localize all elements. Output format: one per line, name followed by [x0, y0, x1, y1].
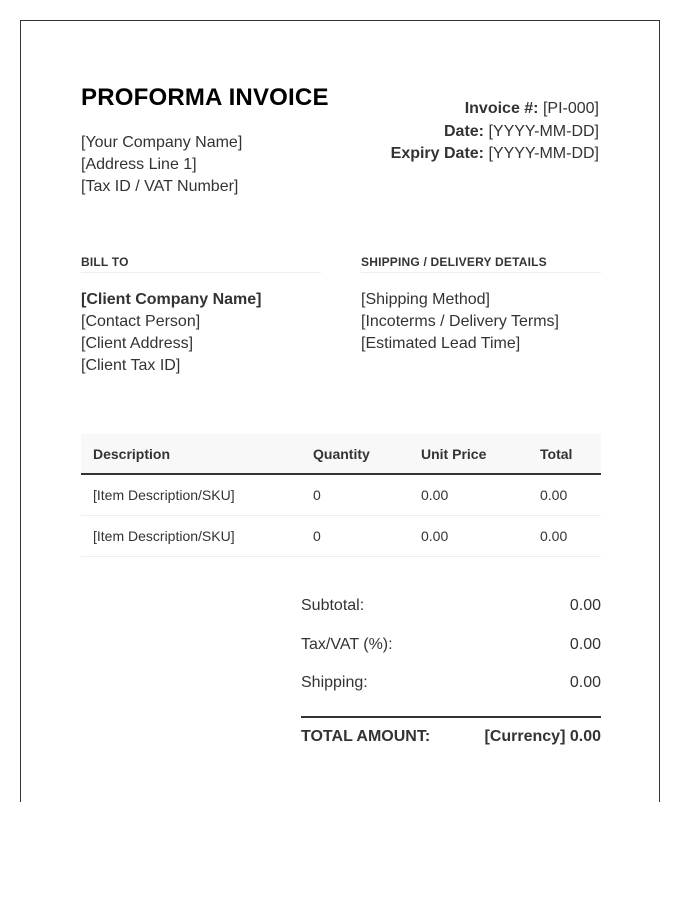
- client-contact: [Contact Person]: [81, 313, 201, 330]
- client-tax-id: [Client Tax ID]: [81, 357, 181, 374]
- totals-section: [301, 587, 601, 746]
- item-unit-price: 0.00: [409, 474, 528, 516]
- tax-value: 0.00: [569, 635, 601, 653]
- company-info: [81, 132, 242, 198]
- item-total: 0.00: [528, 516, 601, 557]
- shipping-cost-label: Shipping:: [301, 674, 368, 691]
- total-amount-row: [301, 716, 601, 746]
- shipping-heading: SHIPPING / DELIVERY DETAILS: [361, 255, 601, 273]
- total-amount-value: [Currency] 0.00: [484, 727, 601, 745]
- table-row: [81, 516, 601, 557]
- client-company-name: [Client Company Name]: [81, 291, 262, 308]
- invoice-number-value: [PI-000]: [542, 100, 599, 117]
- column-header-unit-price: Unit Price: [409, 434, 528, 474]
- client-address: [Client Address]: [81, 335, 194, 352]
- item-quantity: 0: [301, 516, 409, 557]
- item-description: [Item Description/SKU]: [81, 516, 301, 557]
- invoice-meta: [391, 98, 599, 166]
- table-header-row: [81, 434, 601, 474]
- invoice-title: PROFORMA INVOICE: [81, 84, 329, 111]
- company-name: [Your Company Name]: [81, 134, 243, 151]
- line-items-table: [81, 434, 601, 557]
- tax-label: Tax/VAT (%):: [301, 635, 393, 653]
- delivery-terms: [Incoterms / Delivery Terms]: [361, 313, 559, 330]
- invoice-page: [20, 20, 660, 802]
- subtotal-value: 0.00: [569, 597, 601, 614]
- expiry-date-value: [YYYY-MM-DD]: [488, 145, 599, 162]
- column-header-total: Total: [528, 434, 601, 474]
- shipping-method: [Shipping Method]: [361, 291, 490, 308]
- shipping-cost-value: 0.00: [569, 674, 601, 691]
- table-row: [81, 474, 601, 516]
- bill-to-block: [81, 289, 261, 377]
- invoice-number-label: Invoice #:: [464, 100, 539, 117]
- shipping-block: [361, 289, 559, 355]
- shipping-cost-row: [301, 664, 601, 703]
- total-amount-label: TOTAL AMOUNT:: [301, 727, 431, 745]
- expiry-date-row: [391, 143, 599, 166]
- subtotal-label: Subtotal:: [301, 597, 365, 614]
- bill-to-heading: BILL TO: [81, 255, 321, 273]
- column-header-quantity: Quantity: [301, 434, 409, 474]
- tax-row: [301, 626, 601, 665]
- company-tax-id: [Tax ID / VAT Number]: [81, 178, 239, 195]
- company-address: [Address Line 1]: [81, 156, 197, 173]
- subtotal-row: [301, 587, 601, 626]
- item-description: [Item Description/SKU]: [81, 474, 301, 516]
- item-quantity: 0: [301, 474, 409, 516]
- invoice-number-row: [391, 98, 599, 121]
- column-header-description: Description: [81, 434, 301, 474]
- invoice-date-row: [391, 121, 599, 144]
- expiry-date-label: Expiry Date:: [390, 145, 485, 162]
- item-total: 0.00: [528, 474, 601, 516]
- lead-time: [Estimated Lead Time]: [361, 335, 521, 352]
- invoice-date-value: [YYYY-MM-DD]: [488, 122, 599, 140]
- invoice-date-label: Date:: [444, 122, 485, 140]
- item-unit-price: 0.00: [409, 516, 528, 557]
